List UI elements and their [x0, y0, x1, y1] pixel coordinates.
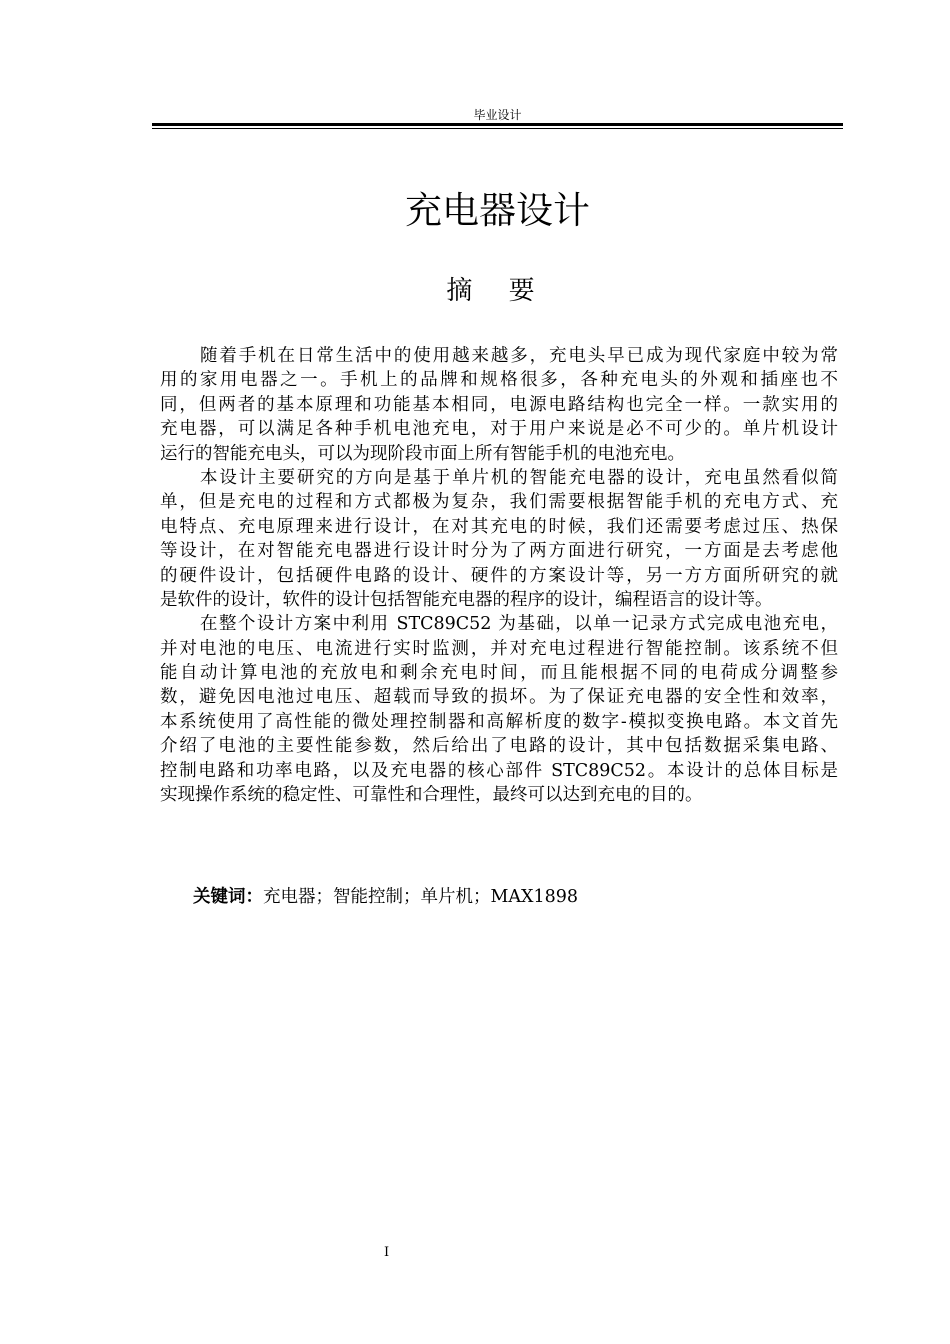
header-rule-thin [152, 128, 843, 129]
paragraph-line: 本设计主要研究的方向是基于单片机的智能充电器的设计，充电虽然看似简 [200, 467, 838, 488]
paragraph-line: 随着手机在日常生活中的使用越来越多，充电头早已成为现代家庭中较为常 [200, 346, 838, 366]
running-header: 毕业设计 [473, 108, 522, 122]
keywords-label: 关键词： [193, 887, 263, 907]
page-number: I [384, 1245, 390, 1260]
paragraph-line: 同，但两者的基本原理和功能基本相同，电源电路结构也完全一样。一款实用的 [160, 394, 838, 415]
paragraph-line: 单，但是充电的过程和方式都极为复杂，我们需要根据智能手机的充电方式、充 [160, 492, 838, 513]
keywords [193, 883, 578, 908]
paragraph-line: 电特点、充电原理来进行设计，在对其充电的时候，我们还需要考虑过压、热保 [160, 516, 838, 537]
paragraph-line: 控制电路和功率电路，以及充电器的核心部件 STC89C52。本设计的总体目标是 [160, 760, 838, 781]
paragraph-line: 等设计，在对智能充电器进行设计时分为了两方面进行研究，一方面是去考虑他 [160, 541, 838, 562]
abstract-body [160, 344, 838, 807]
header-rule-thick [152, 123, 843, 126]
paragraph-line: 用的家用电器之一。手机上的品牌和规格很多，各种充电头的外观和插座也不 [160, 370, 838, 391]
paragraph-line: 充电器，可以满足各种手机电池充电，对于用户来说是必不可少的。单片机设计 [160, 419, 838, 440]
paragraph-line: 并对电池的电压、电流进行实时监测，并对充电过程进行智能控制。该系统不但 [160, 638, 838, 659]
document-title: 充电器设计 [405, 189, 590, 232]
paragraph-line: 是软件的设计，软件的设计包括智能充电器的程序的设计，编程语言的设计等。 [160, 589, 773, 610]
paragraph-line: 本系统使用了高性能的微处理控制器和高解析度的数字-模拟变换电路。本文首先 [160, 711, 838, 732]
keywords-list: 充电器；智能控制；单片机；MAX1898 [263, 887, 579, 907]
paragraph-line: 介绍了电池的主要性能参数，然后给出了电路的设计，其中包括数据采集电路、 [160, 736, 838, 757]
paragraph-line: 在整个设计方案中利用 STC89C52 为基础，以单一记录方式完成电池充电， [200, 614, 838, 635]
paragraph-line: 的硬件设计，包括硬件电路的设计、硬件的方案设计等，另一方方面所研究的就 [160, 565, 838, 586]
paragraph-line: 运行的智能充电头，可以为现阶段市面上所有智能手机的电池充电。 [160, 443, 685, 464]
paragraph-line: 能自动计算电池的充放电和剩余充电时间，而且能根据不同的电荷成分调整参 [160, 663, 838, 684]
paragraph-line: 数，避免因电池过电压、超载而导致的损坏。为了保证充电器的安全性和效率， [160, 687, 838, 708]
abstract-heading: 摘 要 [446, 276, 549, 306]
paragraph-line: 实现操作系统的稳定性、可靠性和合理性，最终可以达到充电的目的。 [160, 785, 703, 806]
